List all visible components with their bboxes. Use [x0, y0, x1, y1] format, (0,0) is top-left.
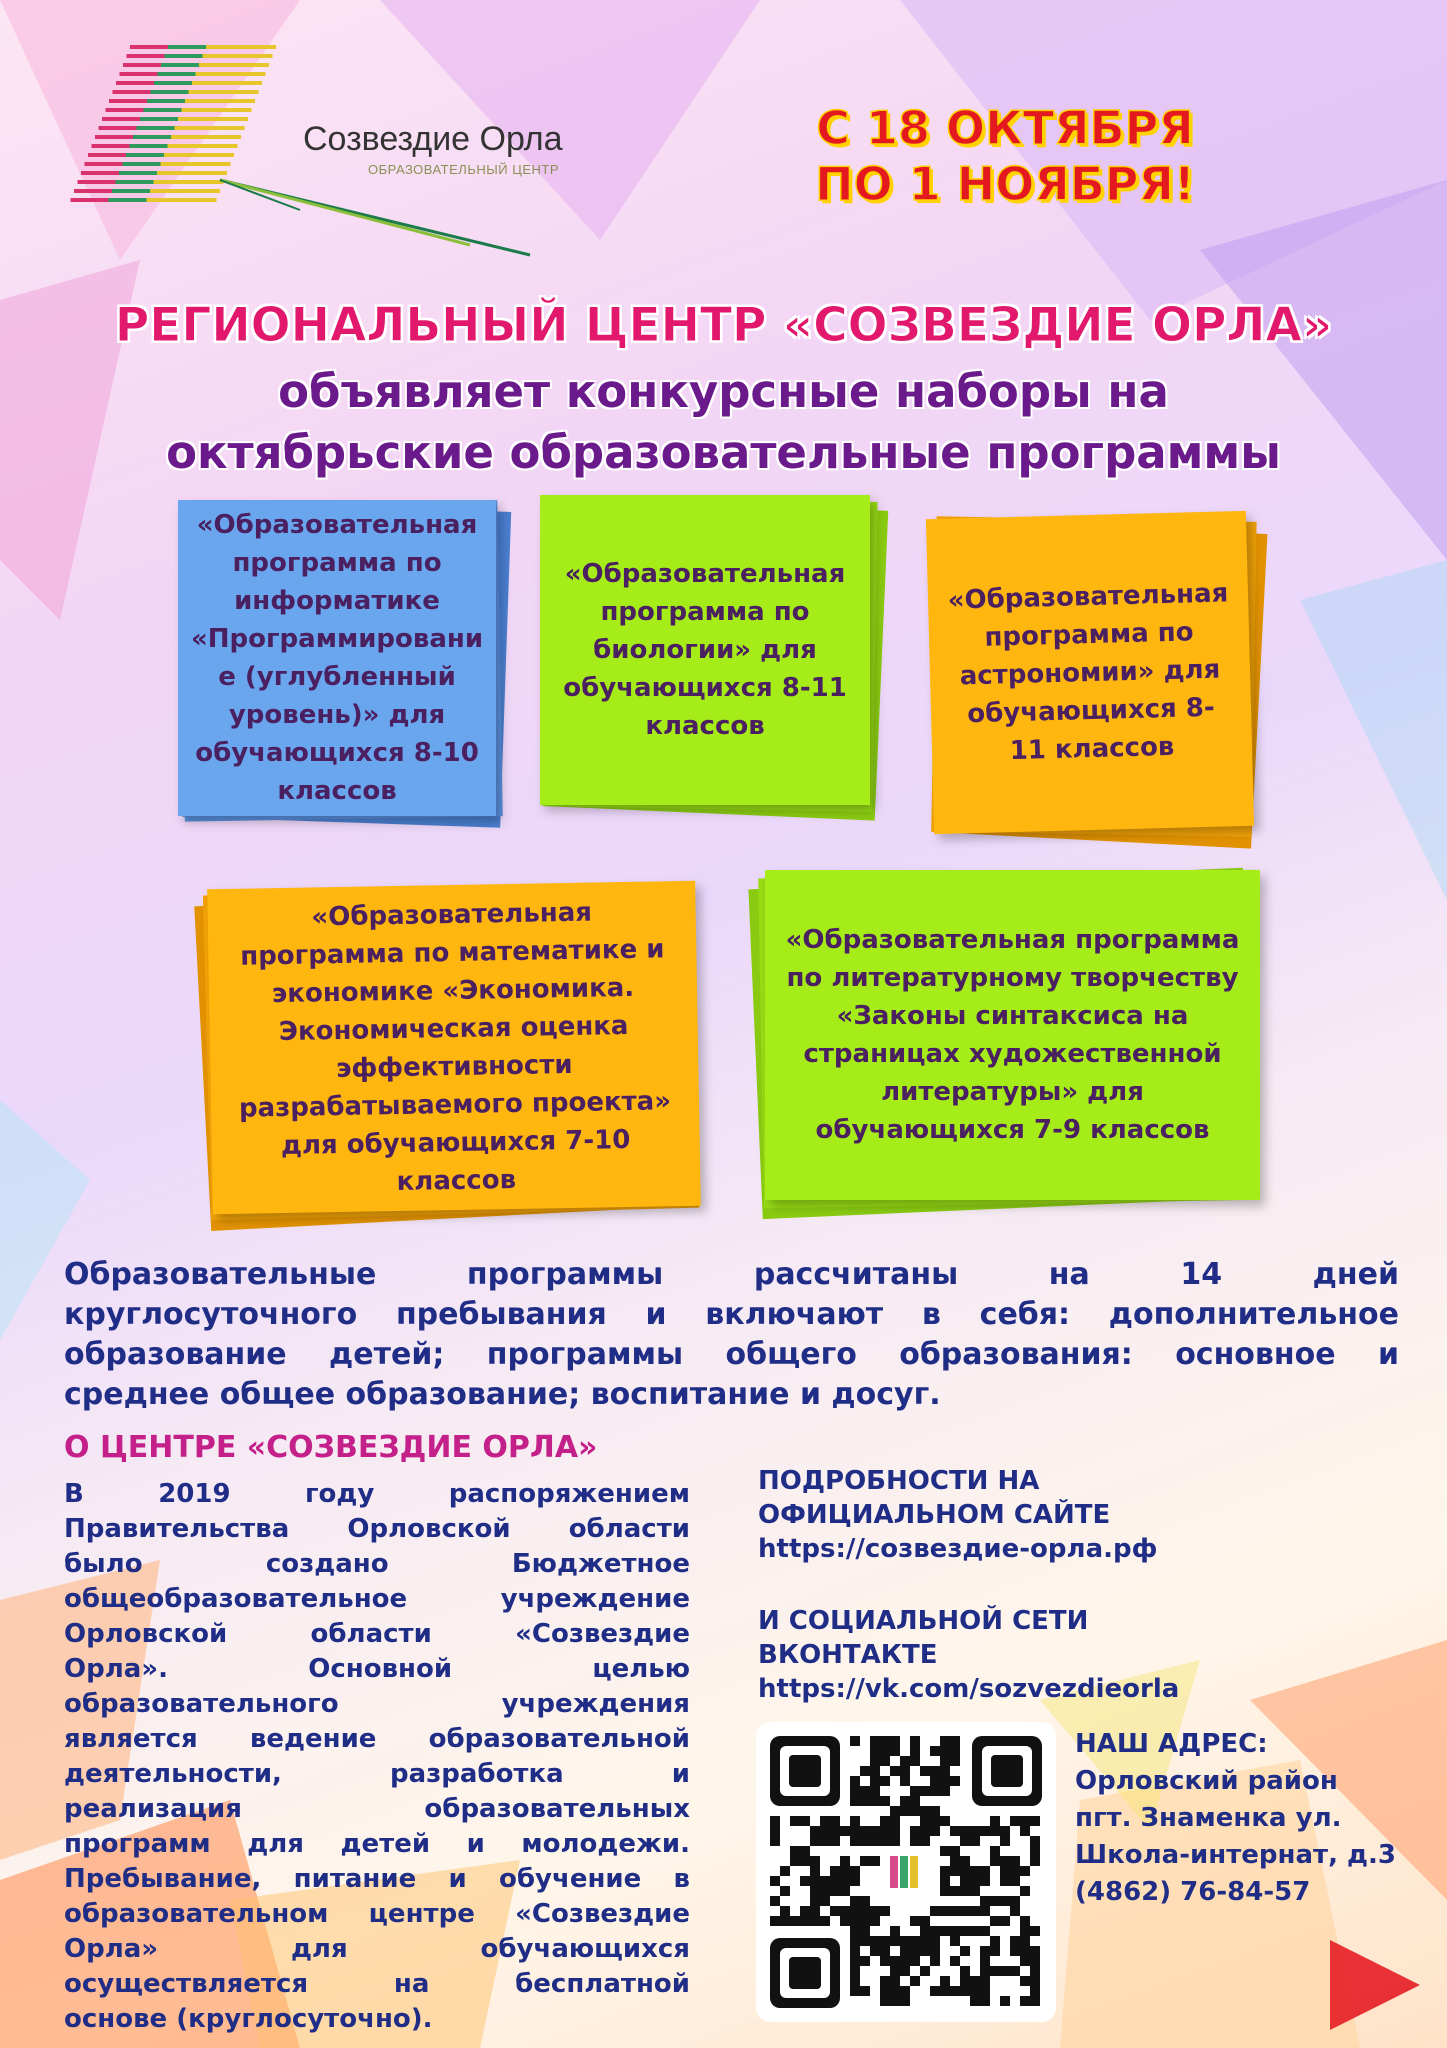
- about-line: является ведение образовательной: [64, 1724, 690, 1754]
- about-line: было создано Бюджетное: [64, 1549, 690, 1579]
- website-label: ПОДРОБНОСТИ НА: [758, 1466, 1040, 1496]
- description-line: среднее общее образование; воспитание и досуг.: [64, 1377, 941, 1412]
- program-note-astronomy: [930, 515, 1250, 830]
- address-block: [1075, 1726, 1396, 1911]
- social-block: [758, 1604, 1179, 1706]
- about-line: общеобразовательное учреждение: [64, 1584, 690, 1614]
- description-line: круглосуточного пребывания и включают в себя: дополнительное: [64, 1297, 1399, 1332]
- about-line: основе (круглосуточно).: [64, 2004, 433, 2034]
- address-title: НАШ АДРЕС:: [1075, 1729, 1268, 1759]
- website-link[interactable]: https://созвездие-орла.рф: [758, 1534, 1158, 1564]
- about-line: Орла». Основной целью: [64, 1654, 690, 1684]
- about-line: осуществляется на бесплатной: [64, 1969, 690, 1999]
- about-line: Орла» для обучающихся: [64, 1934, 690, 1964]
- qr-code-icon: [756, 1722, 1056, 2022]
- program-note-literature: [765, 870, 1260, 1200]
- address-line: Орловский район: [1075, 1766, 1338, 1796]
- about-line: реализация образовательных: [64, 1794, 690, 1824]
- program-note-text: «Образовательная программа по биологии» для обучающихся 8-11 классов: [540, 495, 870, 805]
- program-note-text: «Образовательная программа по информатике «Программировани е (углубленный уровень)» для обучающихся 8-10 классов: [178, 500, 496, 816]
- logo-tagline: ОБРАЗОВАТЕЛЬНЫЙ ЦЕНТР: [368, 162, 559, 177]
- about-line: Орловской области «Созвездие: [64, 1619, 690, 1649]
- social-link[interactable]: https://vk.com/sozvezdieorla: [758, 1674, 1180, 1704]
- address-line: пгт. Знаменка ул.: [1075, 1803, 1342, 1833]
- program-note-informatics: [178, 500, 496, 816]
- about-line: В 2019 году распоряжением: [64, 1479, 690, 1509]
- description-paragraph: [64, 1255, 1399, 1415]
- date-line-end: ПО 1 НОЯБРЯ!: [815, 157, 1195, 211]
- website-label: ОФИЦИАЛЬНОМ САЙТЕ: [758, 1500, 1111, 1530]
- program-note-economics: [210, 885, 698, 1210]
- date-range: [770, 100, 1240, 212]
- date-line-start: С 18 ОКТЯБРЯ: [816, 101, 1194, 155]
- program-note-text: «Образовательная программа по астрономии» для обучающихся 8-11 классов: [926, 511, 1254, 834]
- social-label: И СОЦИАЛЬНОЙ СЕТИ: [758, 1606, 1089, 1636]
- program-note-biology: [540, 495, 870, 805]
- logo-name: Созвездие Орла: [303, 120, 563, 158]
- website-block: [758, 1464, 1157, 1566]
- subheadline-line-1: объявляет конкурсные наборы на: [278, 365, 1169, 418]
- address-line: Школа-интернат, д.3: [1075, 1840, 1396, 1870]
- social-label: ВКОНТАКТЕ: [758, 1640, 938, 1670]
- program-note-text: «Образовательная программа по математике и экономике «Экономика. Экономическая оценка эффективности разрабатываемого проекта» для обучающихся 7-10 классов: [207, 881, 701, 1214]
- about-line: Правительства Орловской области: [64, 1514, 690, 1544]
- subheadline-line-2: октябрьские образовательные программы: [166, 426, 1281, 479]
- phone-number[interactable]: (4862) 76-84-57: [1075, 1877, 1311, 1907]
- about-line: деятельности, разработка и: [64, 1759, 690, 1789]
- headline: РЕГИОНАЛЬНЫЙ ЦЕНТР «СОЗВЕЗДИЕ ОРЛА»: [114, 298, 1333, 353]
- about-title: О ЦЕНТРЕ «СОЗВЕЗДИЕ ОРЛА»: [64, 1430, 598, 1465]
- description-line: образование детей; программы общего образования: основное и: [64, 1337, 1399, 1372]
- program-note-text: «Образовательная программа по литературному творчеству «Законы синтаксиса на страницах художественной литературы» для обучающихся 7-9 классов: [765, 870, 1260, 1200]
- qr-code[interactable]: [756, 1722, 1056, 2022]
- description-line: Образовательные программы рассчитаны на 14 дней: [64, 1257, 1399, 1292]
- about-line: программ для детей и молодежи.: [64, 1829, 690, 1859]
- about-line: образовательном центре «Созвездие: [64, 1899, 690, 1929]
- about-paragraph: [64, 1477, 690, 2037]
- about-line: Пребывание, питание и обучение в: [64, 1864, 690, 1894]
- about-line: образовательного учреждения: [64, 1689, 690, 1719]
